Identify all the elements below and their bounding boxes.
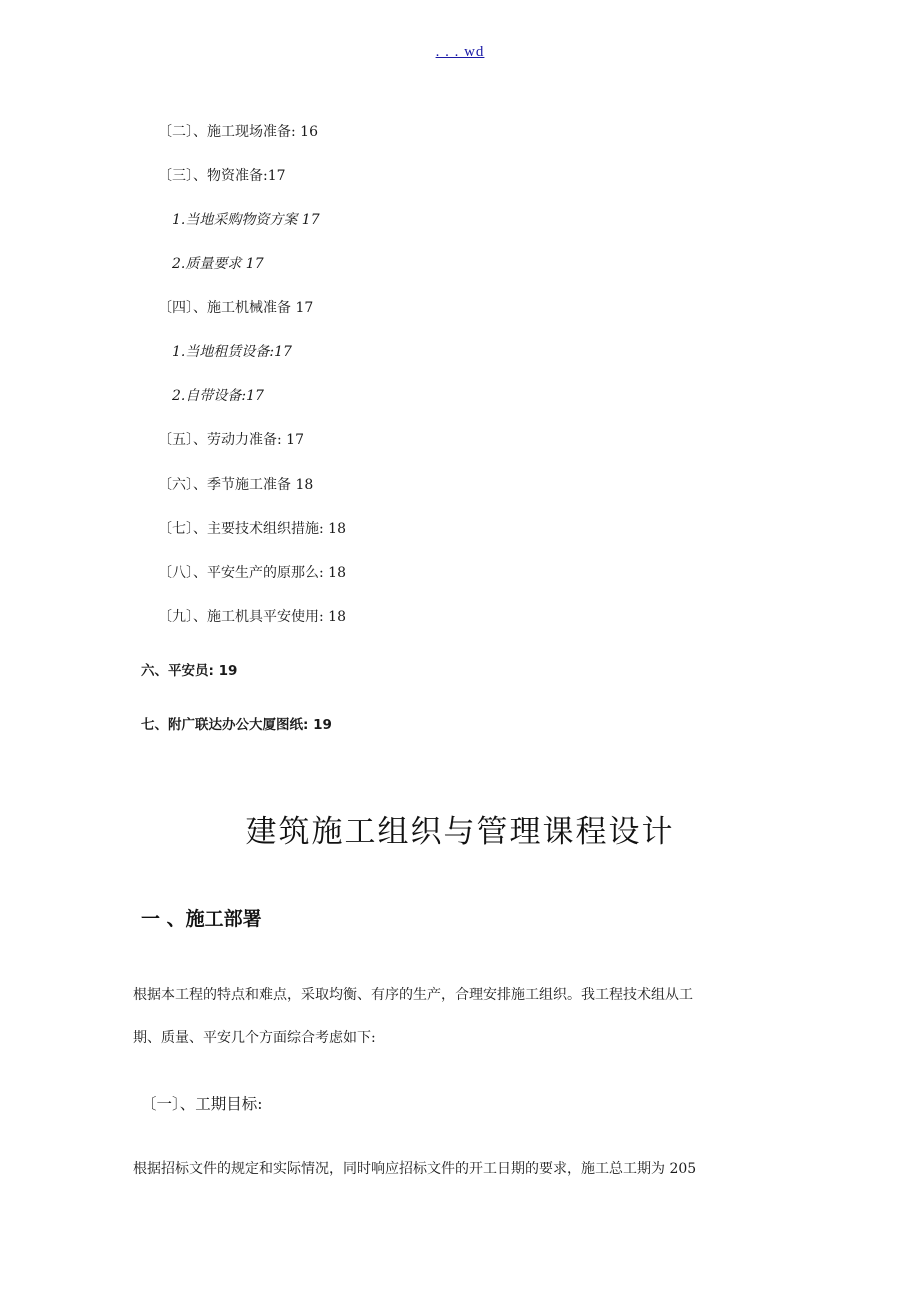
- toc-item-own-equipment: 2.自带设备:17: [172, 388, 264, 404]
- header-mark: . . . wd: [435, 44, 485, 60]
- subsection-heading-schedule-goal: 〔一〕、工期目标:: [141, 1095, 263, 1113]
- toc-item-site-preparation: 〔二〕、施工现场准备: 16: [158, 124, 318, 140]
- toc-item-material-preparation: 〔三〕、物资准备:17: [158, 168, 286, 184]
- section-heading-construction-deployment: 一 、施工部署: [141, 908, 262, 930]
- toc-item-local-rental-equipment: 1.当地租赁设备:17: [172, 344, 292, 360]
- toc-item-technical-measures: 〔七〕、主要技术组织措施: 18: [158, 521, 346, 537]
- toc-item-machinery-safety: 〔九〕、施工机具平安使用: 18: [158, 609, 346, 625]
- toc-item-appendix-drawings: 七、附广联达办公大厦图纸: 19: [141, 717, 332, 733]
- document-title: 建筑施工组织与管理课程设计: [245, 814, 675, 850]
- toc-item-quality-requirements: 2.质量要求 17: [172, 256, 264, 272]
- paragraph-line: 根据本工程的特点和难点，采取均衡、有序的生产，合理安排施工组织。我工程技术组从工: [133, 987, 693, 1003]
- toc-item-safety-principles: 〔八〕、平安生产的原那么: 18: [158, 565, 346, 581]
- paragraph-line: 根据招标文件的规定和实际情况，同时响应招标文件的开工日期的要求，施工总工期为 205: [133, 1161, 697, 1177]
- toc-item-machinery-preparation: 〔四〕、施工机械准备 17: [158, 300, 314, 316]
- toc-item-seasonal-preparation: 〔六〕、季节施工准备 18: [158, 477, 314, 493]
- paragraph-line: 期、质量、平安几个方面综合考虑如下:: [133, 1030, 376, 1046]
- toc-item-safety-officer: 六、平安员: 19: [141, 663, 238, 679]
- toc-item-labor-preparation: 〔五〕、劳动力准备: 17: [158, 432, 304, 448]
- toc-item-local-procurement: 1.当地采购物资方案 17: [172, 212, 320, 228]
